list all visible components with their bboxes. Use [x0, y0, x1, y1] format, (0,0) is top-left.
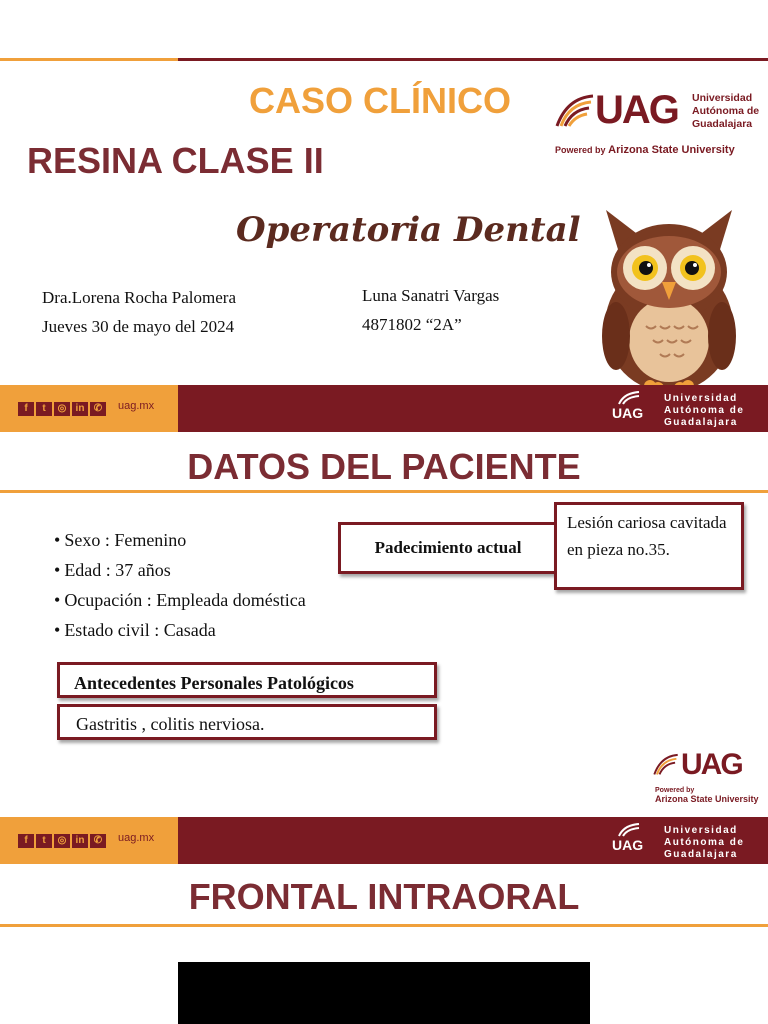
- list-item: • Edad : 37 años: [54, 555, 306, 585]
- footer-university: Universidad Autónoma de Guadalajara: [664, 825, 745, 860]
- owl-illustration: [598, 208, 740, 396]
- social-links: [18, 402, 106, 416]
- slide-1: [0, 0, 768, 432]
- linkedin-icon[interactable]: in: [72, 834, 88, 848]
- title-rule: [0, 924, 768, 927]
- top-rule: [0, 58, 768, 61]
- powered-by: Powered by Arizona State University: [655, 787, 759, 804]
- history-value: Gastritis , colitis nerviosa.: [57, 704, 437, 740]
- title-rule: [0, 490, 768, 493]
- instagram-icon[interactable]: ◎: [54, 834, 70, 848]
- instagram-icon[interactable]: ◎: [54, 402, 70, 416]
- patient-data-list: [54, 525, 306, 645]
- slide-title: DATOS DEL PACIENTE: [187, 446, 581, 487]
- footer-abbr: UAG: [612, 837, 644, 853]
- doctor-name: Dra.Lorena Rocha Palomera: [42, 288, 236, 307]
- intraoral-photo: [178, 962, 590, 1024]
- list-item: • Ocupación : Empleada doméstica: [54, 585, 306, 615]
- current-condition-label: Padecimiento actual: [338, 522, 558, 574]
- footer-url[interactable]: uag.mx: [118, 400, 155, 412]
- presenter-info: [42, 283, 236, 341]
- course-name: Operatoria Dental: [236, 210, 581, 250]
- current-condition-value: Lesión cariosa cavitada en pieza no.35.: [554, 502, 744, 590]
- uag-fullname: Universidad Autónoma de Guadalajara: [692, 92, 760, 130]
- facebook-icon[interactable]: f: [18, 834, 34, 848]
- uag-logo: [555, 86, 760, 161]
- presentation-date: Jueves 30 de mayo del 2024: [42, 317, 235, 336]
- student-id: 4871802 “2A”: [362, 315, 462, 334]
- twitter-icon[interactable]: t: [36, 834, 52, 848]
- uag-abbr: UAG: [595, 88, 678, 132]
- slide-subtitle: RESINA CLASE II: [27, 140, 324, 181]
- footer-abbr: UAG: [612, 405, 644, 421]
- twitter-icon[interactable]: t: [36, 402, 52, 416]
- facebook-icon[interactable]: f: [18, 402, 34, 416]
- uag-logo-small: [653, 748, 758, 808]
- slide-3: [0, 864, 768, 1024]
- slide-title: CASO CLÍNICO: [249, 80, 512, 121]
- footer-university: Universidad Autónoma de Guadalajara: [664, 393, 745, 428]
- history-label: Antecedentes Personales Patológicos: [57, 662, 437, 698]
- list-item: • Sexo : Femenino: [54, 525, 306, 555]
- linkedin-icon[interactable]: in: [72, 402, 88, 416]
- list-item: • Estado civil : Casada: [54, 615, 306, 645]
- uag-emblem-icon: [555, 92, 595, 128]
- footer-band: [0, 817, 768, 864]
- slide-2: [0, 432, 768, 864]
- footer-url[interactable]: uag.mx: [118, 832, 155, 844]
- uag-emblem-icon: [618, 391, 640, 405]
- uag-abbr: UAG: [681, 748, 742, 781]
- whatsapp-icon[interactable]: ✆: [90, 402, 106, 416]
- whatsapp-icon[interactable]: ✆: [90, 834, 106, 848]
- uag-emblem-icon: [618, 823, 640, 837]
- social-links: [18, 834, 106, 848]
- slide-title: FRONTAL INTRAORAL: [188, 876, 580, 917]
- uag-emblem-icon: [653, 752, 679, 776]
- student-info: [362, 281, 499, 339]
- powered-by: Powered by Arizona State University: [555, 144, 735, 156]
- footer-band: [0, 385, 768, 432]
- student-name: Luna Sanatri Vargas: [362, 286, 500, 305]
